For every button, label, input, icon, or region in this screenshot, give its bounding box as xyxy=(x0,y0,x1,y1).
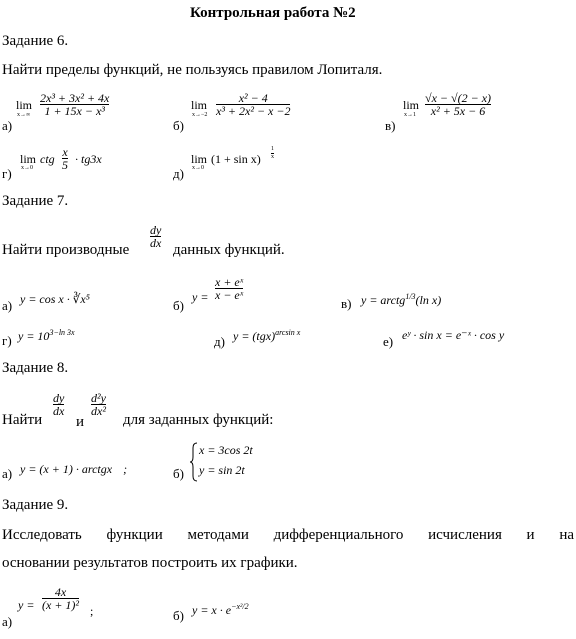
lim-subscript: x→1 xyxy=(404,112,416,118)
denominator: x³ + 2x² − x −2 xyxy=(216,104,291,118)
task7-item-c xyxy=(361,292,441,308)
system-line-2: y = sin 2t xyxy=(199,463,245,477)
item-label: б) xyxy=(173,298,184,313)
denominator: x xyxy=(271,154,274,160)
separator: ; xyxy=(123,462,128,476)
numerator: x xyxy=(62,145,68,159)
item-label: а) xyxy=(2,298,13,313)
expression: y = arctg xyxy=(361,293,406,307)
task6-heading: Задание 6. xyxy=(2,33,69,49)
task9-item-b xyxy=(192,602,249,618)
item-label: д) xyxy=(173,166,184,181)
item-label: в) xyxy=(341,296,352,311)
system-line-1: x = 3cos 2t xyxy=(199,443,253,457)
task7-item-d xyxy=(18,328,75,344)
task9-heading: Задание 9. xyxy=(2,497,69,513)
lim-word: lim xyxy=(403,98,420,112)
exponent: arcsin x xyxy=(275,328,301,337)
item-label: в) xyxy=(385,118,396,133)
denominator: x² + 5x − 6 xyxy=(425,104,491,117)
item-label: а) xyxy=(2,466,13,481)
item-label: б) xyxy=(173,118,184,133)
d2y-dx2-fraction xyxy=(91,392,106,417)
task7-item-e xyxy=(233,328,300,344)
expression: y = (tgx) xyxy=(233,329,276,343)
denominator: dx² xyxy=(91,404,106,418)
lim-word: lim xyxy=(191,152,208,166)
task8-find: Найти xyxy=(2,412,43,428)
lim-word: lim xyxy=(20,152,37,166)
limit-fraction xyxy=(216,92,290,117)
task7-instruction-post: данных функций. xyxy=(173,242,285,258)
limit-fraction xyxy=(40,92,109,117)
task8-conjunction: и xyxy=(76,414,85,430)
task9-line-1: Исследовать функции методами дифференциального исчисления и на xyxy=(2,527,574,543)
dy-dx-fraction xyxy=(150,224,161,249)
expression: y = x · e xyxy=(192,603,232,617)
expression: y = (x + 1) · arctgx xyxy=(20,462,113,476)
lim-subscript: x→−2 xyxy=(192,112,208,118)
exponent: 3−ln 3x xyxy=(49,328,75,337)
task9-line-2: основании результатов построить их графики. xyxy=(2,555,298,571)
task8-item-a xyxy=(20,462,127,477)
item-label: а) xyxy=(2,614,13,629)
task7-item-f: eʸ · sin x = e⁻ˣ · cos y xyxy=(402,328,505,342)
task7-item-a: y = cos x · ∛x⁵ xyxy=(20,292,90,306)
expression: (1 + sin x) xyxy=(211,152,261,166)
numerator: 4x xyxy=(54,585,67,599)
expression-tail: (ln x) xyxy=(415,293,442,307)
lim-subscript: x→∞ xyxy=(17,112,31,118)
denominator: 5 xyxy=(62,158,68,172)
numerator: 2x³ + 3x² + 4x xyxy=(40,91,110,105)
item-label: б) xyxy=(173,608,184,623)
task6-instruction: Найти пределы функций, не пользуясь правилом Лопиталя. xyxy=(2,62,383,78)
exponent-fraction xyxy=(271,146,274,161)
item-label: а) xyxy=(2,118,13,133)
function-name: ctg xyxy=(40,152,55,166)
limit-fraction xyxy=(425,92,491,117)
item-label: д) xyxy=(214,334,225,349)
numerator: dy xyxy=(53,391,65,405)
task8-heading: Задание 8. xyxy=(2,360,69,376)
system-brace xyxy=(190,442,198,482)
task7-instruction-pre: Найти производные xyxy=(2,242,130,258)
numerator: 1 xyxy=(271,146,274,152)
expression: y = 10 xyxy=(18,329,50,343)
numerator: √x − √(2 − x) xyxy=(425,91,492,105)
page-title: Контрольная работа №2 xyxy=(190,5,356,21)
inner-fraction xyxy=(62,146,68,171)
task7-item-b-fraction xyxy=(215,276,243,301)
item-label: е) xyxy=(383,334,394,349)
task7-heading: Задание 7. xyxy=(2,193,69,209)
item-label: г) xyxy=(2,333,12,348)
denominator: x − eˣ xyxy=(215,288,244,302)
lim-subscript: x→0 xyxy=(21,165,33,171)
denominator: dx xyxy=(150,236,162,250)
task9-item-a-fraction xyxy=(42,586,79,611)
dy-dx-fraction xyxy=(53,392,64,417)
denominator: (x + 1)² xyxy=(42,598,80,612)
numerator: x + eˣ xyxy=(215,275,244,289)
item-label: б) xyxy=(173,466,184,481)
denominator: 1 + 15x − x³ xyxy=(40,104,109,117)
lim-word: lim xyxy=(191,98,208,112)
lim-word: lim xyxy=(16,98,33,112)
lim-subscript: x→0 xyxy=(192,165,204,171)
expression-tail: · tg3x xyxy=(75,152,102,166)
separator: ; xyxy=(90,604,94,618)
task7-item-b-lhs: y = xyxy=(192,290,209,304)
numerator: dy xyxy=(150,223,162,237)
exponent: 1/3 xyxy=(405,292,416,301)
denominator: dx xyxy=(53,404,65,418)
numerator: d²y xyxy=(91,391,106,405)
task9-item-a-lhs: y = xyxy=(18,598,35,612)
task8-tail: для заданных функций: xyxy=(123,412,274,428)
item-label: г) xyxy=(2,166,12,181)
exponent: −x²/2 xyxy=(231,602,249,611)
numerator: x² − 4 xyxy=(238,91,268,105)
